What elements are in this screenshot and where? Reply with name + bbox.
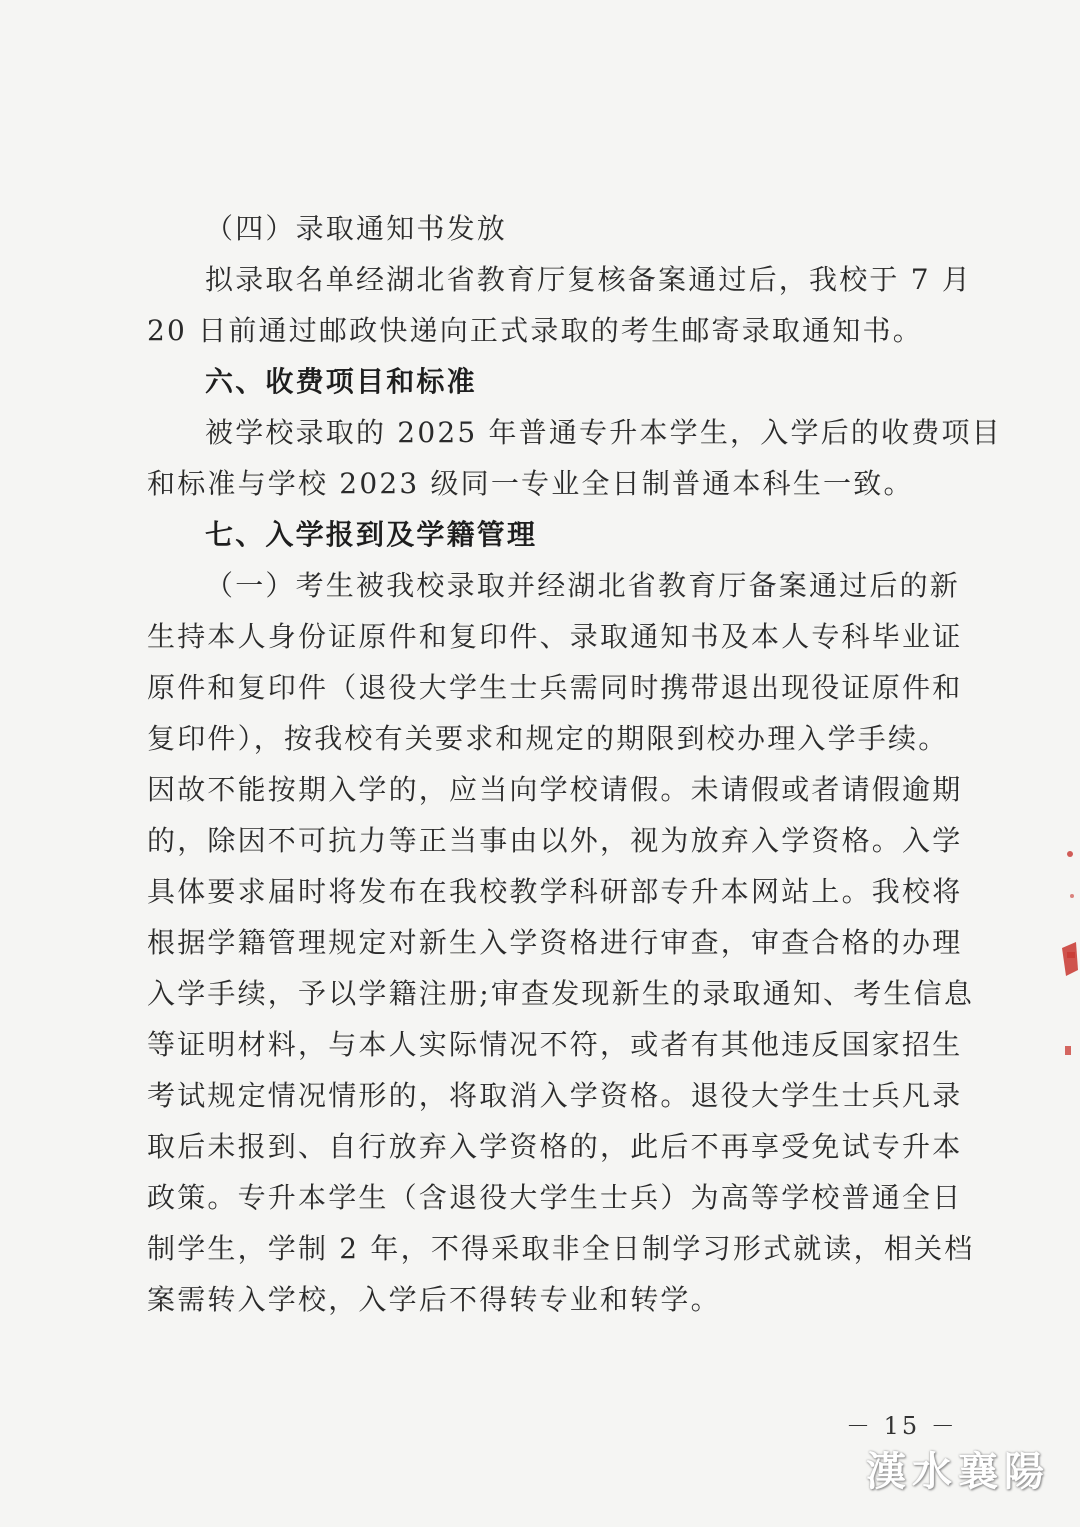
text-line: 政策。专升本学生（含退役大学生士兵）为高等学校普通全日	[147, 1181, 963, 1214]
text-line: 被学校录取的 2025 年普通专升本学生，入学后的收费项目	[205, 416, 1002, 449]
text-line: 原件和复印件（退役大学生士兵需同时携带退出现役证原件和	[147, 671, 963, 704]
text-line: （四）录取通知书发放	[205, 212, 508, 245]
text-line: （一）考生被我校录取并经湖北省教育厅备案通过后的新	[205, 569, 961, 602]
text-line: 和标准与学校 2023 级同一专业全日制普通本科生一致。	[147, 467, 914, 500]
text-line: 复印件），按我校有关要求和规定的期限到校办理入学手续。	[147, 722, 949, 755]
body-text	[147, 203, 1002, 1325]
text-line: 因故不能按期入学的，应当向学校请假。未请假或者请假逾期	[147, 773, 963, 806]
section-heading: 七、入学报到及学籍管理	[205, 518, 538, 551]
text-line: 20 日前通过邮政快递向正式录取的考生邮寄录取通知书。	[147, 314, 923, 347]
text-line: 取后未报到、自行放弃入学资格的，此后不再享受免试专升本	[147, 1130, 963, 1163]
section-heading: 六、收费项目和标准	[205, 365, 477, 398]
text-line: 制学生，学制 2 年，不得采取非全日制学习形式就读，相关档	[147, 1232, 975, 1265]
text-line: 等证明材料，与本人实际情况不符，或者有其他违反国家招生	[147, 1028, 963, 1061]
text-line: 案需转入学校，入学后不得转专业和转学。	[147, 1283, 721, 1316]
text-line: 生持本人身份证原件和复印件、录取通知书及本人专科毕业证	[147, 620, 963, 653]
seal-fragment	[1040, 840, 1080, 1080]
text-line: 根据学籍管理规定对新生入学资格进行审查，审查合格的办理	[147, 926, 963, 959]
text-line: 具体要求届时将发布在我校教学科研部专升本网站上。我校将	[147, 875, 963, 908]
page-number: － 15 －	[846, 1412, 958, 1440]
watermark: 漢水襄陽	[866, 1449, 1050, 1495]
text-line: 入学手续，予以学籍注册;审查发现新生的录取通知、考生信息	[147, 977, 975, 1010]
text-line: 考试规定情况情形的，将取消入学资格。退役大学生士兵凡录	[147, 1079, 963, 1112]
text-line: 拟录取名单经湖北省教育厅复核备案通过后，我校于 7 月	[205, 263, 973, 296]
text-line: 的，除因不可抗力等正当事由以外，视为放弃入学资格。入学	[147, 824, 963, 857]
